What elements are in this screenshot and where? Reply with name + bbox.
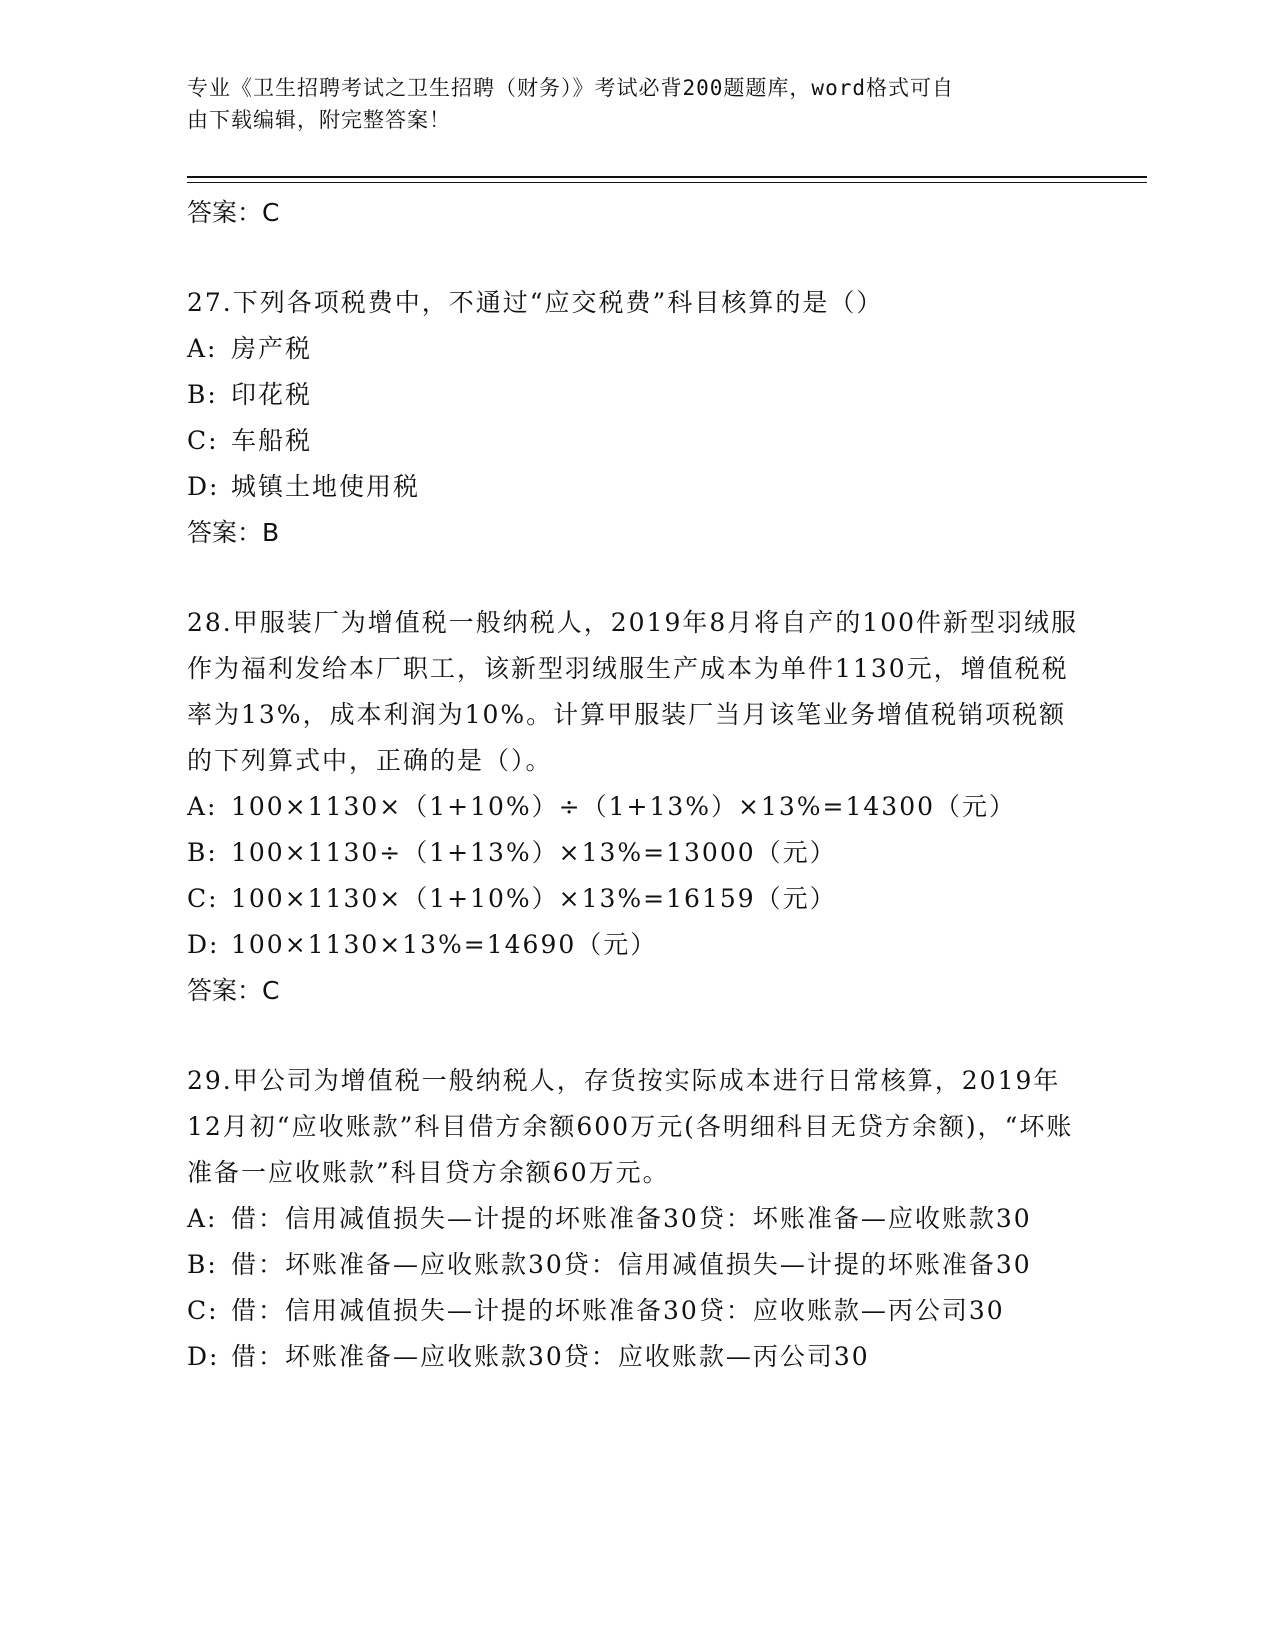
option-letter: C: [187,884,219,913]
option-b [187,830,1087,876]
question-list [187,190,1087,1380]
page-header [187,72,1067,136]
option-letter: C: [187,1296,219,1325]
option-d [187,1334,1087,1380]
option-text: 100×1130÷（1+13%）×13%=13000（元） [231,838,837,867]
answer-previous: 答案：C [187,198,280,227]
answer: 答案：C [187,976,280,1005]
option-a [187,326,1087,372]
option-d [187,464,1087,510]
option-letter: D: [187,1342,220,1371]
option-c [187,418,1087,464]
option-letter: B: [187,1250,218,1279]
header-line-1: 专业《卫生招聘考试之卫生招聘（财务）》考试必背200题题库，word格式可自 [187,76,954,100]
option-text: 印花税 [231,380,313,409]
answer: 答案：B [187,518,280,547]
header-divider-thin [187,182,1147,183]
header-line-2: 由下载编辑，附完整答案！ [187,108,451,132]
option-c [187,876,1087,922]
option-text: 借：坏账准备—应收账款30贷：信用减值损失—计提的坏账准备30 [231,1250,1032,1279]
option-letter: B: [187,838,218,867]
option-letter: A: [187,334,218,363]
option-text: 借：坏账准备—应收账款30贷：应收账款—丙公司30 [231,1342,870,1371]
question-stem: 27.下列各项税费中，不通过“应交税费”科目核算的是（） [187,288,884,317]
option-c [187,1288,1087,1334]
option-letter: B: [187,380,218,409]
option-letter: D: [187,472,220,501]
option-b [187,1242,1087,1288]
option-a [187,784,1087,830]
header-divider [187,176,1147,178]
option-a [187,1196,1087,1242]
question-29 [187,1058,1087,1380]
option-text: 车船税 [231,426,313,455]
question-stem: 28.甲服装厂为增值税一般纳税人，2019年8月将自产的100件新型羽绒服作为福利发给本厂职工，该新型羽绒服生产成本为单件1130元，增值税税率为13%，成本利润为10%。计算甲服装厂当月该笔业务增值税销项税额的下列算式中，正确的是（）。 [187,608,1079,775]
option-text: 城镇土地使用税 [231,472,421,501]
option-text: 100×1130×（1+10%）×13%=16159（元） [231,884,837,913]
option-d [187,922,1087,968]
option-text: 100×1130×（1+10%）÷（1+13%）×13%=14300（元） [231,792,1017,821]
option-text: 房产税 [231,334,313,363]
option-letter: C: [187,426,219,455]
option-letter: A: [187,1204,218,1233]
option-letter: A: [187,792,218,821]
option-text: 借：信用减值损失—计提的坏账准备30贷：应收账款—丙公司30 [231,1296,1005,1325]
question-28 [187,600,1087,1014]
option-text: 借：信用减值损失—计提的坏账准备30贷：坏账准备—应收账款30 [231,1204,1032,1233]
question-stem: 29.甲公司为增值税一般纳税人，存货按实际成本进行日常核算，2019年12月初“应收账款”科目借方余额600万元(各明细科目无贷方余额)，“坏账准备一应收账款”科目贷方余额60万元。 [187,1066,1074,1187]
option-text: 100×1130×13%=14690（元） [231,930,658,959]
option-b [187,372,1087,418]
option-letter: D: [187,930,220,959]
question-27 [187,280,1087,556]
